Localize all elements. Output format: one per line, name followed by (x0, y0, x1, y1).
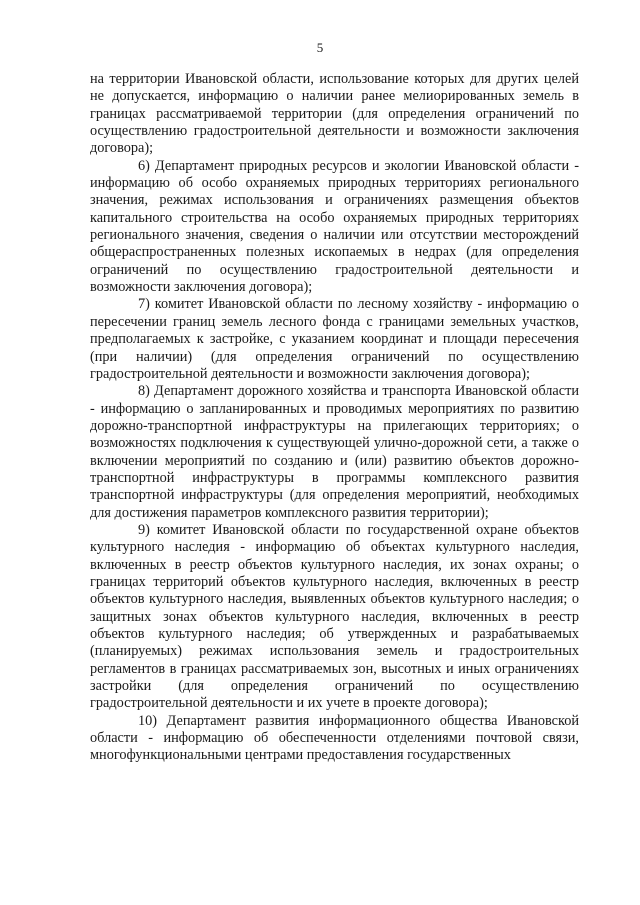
paragraph-item-7: 7) комитет Ивановской области по лесному хозяйству - информацию о пересечении границ земель лесного фонда с границами земельных участков, предполагаемых к застройке, с указанием координат и площади пересечения (при наличии) (для определения ограничений по осуществлению градостроительной деятельности и возможности заключения договора); (90, 296, 579, 382)
paragraph-item-9: 9) комитет Ивановской области по государственной охране объектов культурного наследия - информацию об объектах культурного наследия, включенных в реестр объектов культурного наследия, их зонах охраны; о границах территорий объектов культурного наследия, включенных в реестр объектов культурного наследия, выявленных объектов культурного наследия; о защитных зонах объектов культурного наследия, включенных в реестр объектов культурного наследия; об утвержденных и разрабатываемых (планируемых) режимах использования земель и градостроительных регламентов в границах рассматриваемых зон, высотных и иных ограничениях застройки (для определения ограничений по осуществлению градостроительной деятельности и их учете в проекте договора); (90, 521, 579, 712)
paragraph-item-10: 10) Департамент развития информационного общества Ивановской области - информацию об обеспеченности отделениями почтовой связи, многофункциональными центрами предоставления государственных (90, 712, 579, 764)
paragraph-continuation: на территории Ивановской области, использование которых для других целей не допускается, информацию о наличии ранее мелиорированных земель в границах рассматриваемой территории (для определения ограничений по осуществлению градостроительной деятельности и возможности заключения договора); (90, 71, 579, 157)
paragraph-item-6: 6) Департамент природных ресурсов и экологии Ивановской области - информацию об особо охраняемых природных территориях регионального значения, режимах использования и ограничениях размещения объектов капитального строительства на особо охраняемых природных территориях регионального значения, сведения о наличии или отсутствии месторождений общераспространенных полезных ископаемых в недрах (для определения ограничений по осуществлению градостроительной деятельности и возможности заключения договора); (90, 157, 579, 296)
page-number: 5 (316, 40, 324, 55)
paragraph-item-8: 8) Департамент дорожного хозяйства и транспорта Ивановской области - информацию о запланированных и проводимых мероприятиях по развитию дорожно-транспортной инфраструктуры на прилегающих территориях; о возможностях подключения к существующей улично-дорожной сети, а также о включении мероприятий по созданию и (или) развитию объектов дорожно-транспортной инфраструктуры в программы комплексного развития транспортной инфраструктуры (для определения мероприятий, необходимых для достижения параметров комплексного развития территории); (90, 383, 579, 521)
document-body (90, 71, 579, 765)
